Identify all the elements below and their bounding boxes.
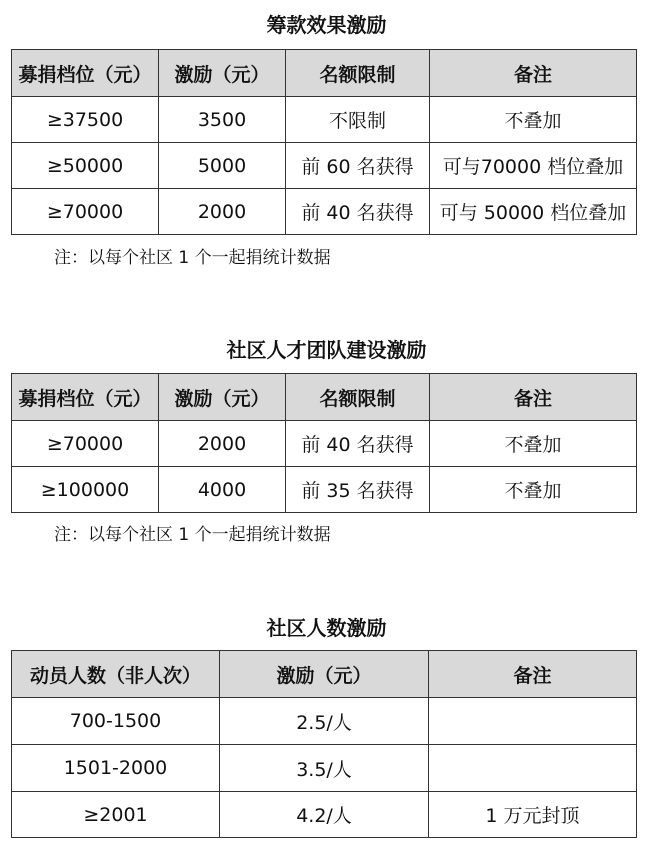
table-cell: 不叠加 [430, 421, 637, 467]
table-cell: 可与 50000 档位叠加 [430, 189, 637, 235]
header-cell: 名额限制 [286, 50, 430, 97]
section-title-community-headcount: 社区人数激励 [266, 616, 387, 640]
header-cell: 备注 [429, 651, 637, 698]
table-cell: 前 40 名获得 [286, 189, 430, 235]
table-cell: 700-1500 [12, 698, 220, 745]
table-cell: 1 万元封顶 [429, 792, 637, 838]
table-header-row [12, 651, 637, 698]
table-row [12, 97, 637, 143]
table-row [12, 143, 637, 189]
header-cell: 激励（元） [220, 651, 429, 698]
table-cell: 2000 [159, 189, 286, 235]
table-cell: 前 40 名获得 [286, 421, 430, 467]
table-fundraising-effect [11, 49, 637, 235]
table-header-row [12, 50, 637, 97]
header-cell: 名额限制 [286, 374, 430, 421]
header-cell: 募捐档位（元） [12, 374, 159, 421]
header-cell: 激励（元） [159, 50, 286, 97]
table-cell: ≥37500 [12, 97, 159, 143]
section-title-talent-team: 社区人才团队建设激励 [226, 338, 427, 362]
table-note: 注：以每个社区 1 个一起捐统计数据 [54, 525, 331, 545]
header-cell: 募捐档位（元） [12, 50, 159, 97]
table-row [12, 421, 637, 467]
header-cell: 备注 [430, 50, 637, 97]
table-note: 注：以每个社区 1 个一起捐统计数据 [54, 248, 331, 268]
table-cell: 4000 [159, 467, 286, 513]
table-cell: ≥50000 [12, 143, 159, 189]
table-community-headcount [11, 650, 637, 838]
table-cell: 3500 [159, 97, 286, 143]
table-row [12, 792, 637, 838]
table-cell [429, 745, 637, 792]
table-cell: 2000 [159, 421, 286, 467]
table-cell: 前 60 名获得 [286, 143, 430, 189]
table-row [12, 698, 637, 745]
table-cell: 不叠加 [430, 97, 637, 143]
table-header-row [12, 374, 637, 421]
table-cell: ≥70000 [12, 421, 159, 467]
table-row [12, 189, 637, 235]
table-cell: 5000 [159, 143, 286, 189]
table-cell: 2.5/人 [220, 698, 429, 745]
table-cell: 可与70000 档位叠加 [430, 143, 637, 189]
table-cell [429, 698, 637, 745]
table-cell: ≥100000 [12, 467, 159, 513]
table-row [12, 745, 637, 792]
table-talent-team [11, 373, 637, 513]
table-cell: ≥2001 [12, 792, 220, 838]
table-cell: ≥70000 [12, 189, 159, 235]
table-cell: 1501-2000 [12, 745, 220, 792]
header-cell: 动员人数（非人次） [12, 651, 220, 698]
table-cell: 不叠加 [430, 467, 637, 513]
table-cell: 不限制 [286, 97, 430, 143]
table-cell: 前 35 名获得 [286, 467, 430, 513]
table-cell: 3.5/人 [220, 745, 429, 792]
table-cell: 4.2/人 [220, 792, 429, 838]
header-cell: 备注 [430, 374, 637, 421]
table-row [12, 467, 637, 513]
header-cell: 激励（元） [159, 374, 286, 421]
section-title-fundraising-effect: 筹款效果激励 [266, 13, 387, 37]
